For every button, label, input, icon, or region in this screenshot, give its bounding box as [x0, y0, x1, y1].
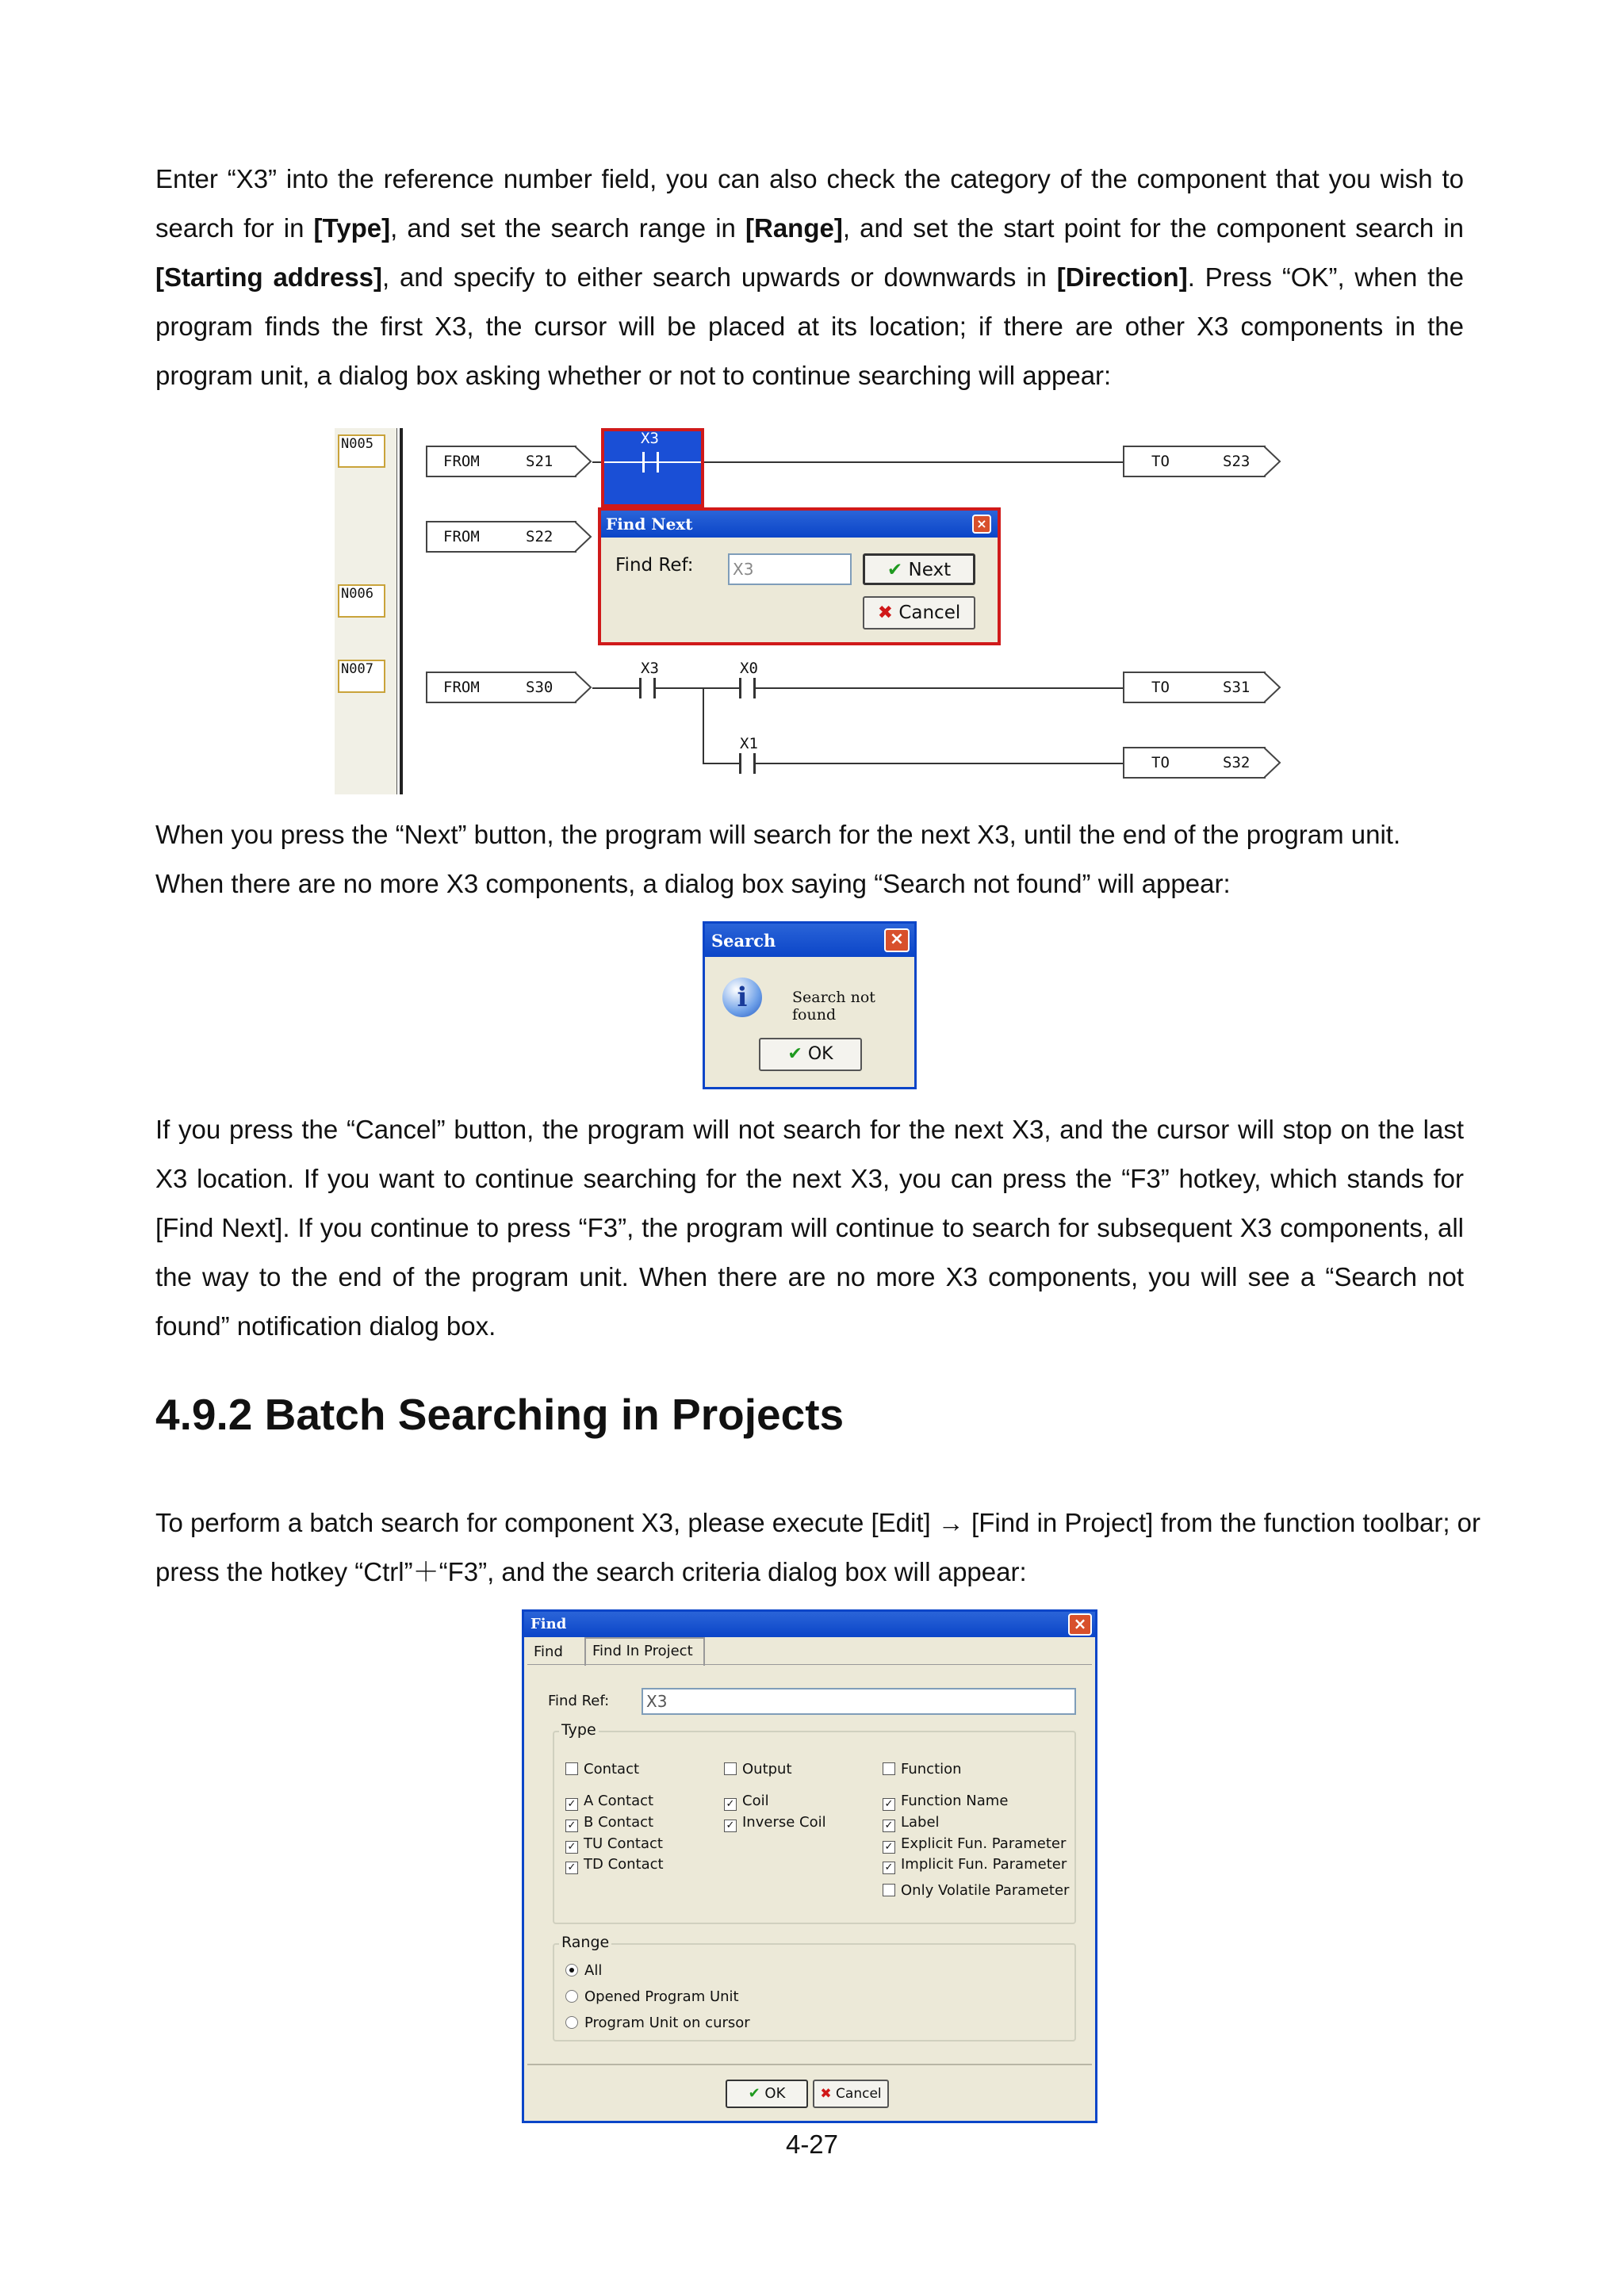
- checkbox-function-name[interactable]: ✓ Function Name: [883, 1793, 1008, 1811]
- close-icon[interactable]: ×: [884, 928, 910, 952]
- x-icon: ✖: [877, 603, 894, 623]
- contact-x1-label: X1: [740, 735, 758, 752]
- batch-paragraph: To perform a batch search for component X3, please execute [Edit] → [Find in Project] from the function toolbar; or press the hotkey “Ctrl”＋“F3”, and the search criteria dialog box will appear:: [155, 1508, 1481, 1586]
- checkmark-icon[interactable]: ✓: [883, 1820, 895, 1832]
- checkbox-output[interactable]: Output: [724, 1761, 792, 1777]
- network-label-n005: N005: [338, 434, 385, 468]
- checkbox-tu-contact[interactable]: ✓ TU Contact: [565, 1835, 663, 1854]
- checkbox-b-contact[interactable]: ✓ B Contact: [565, 1814, 653, 1832]
- ladder-diagram-figure: N005 N006 N007 FROM S21 X3 TO S23 FROM S22 FROM S30 X3 X0 TO S31 X1 TO S32 Find Next × Find Ref: X3 ✔ Next ✖ Cancel: [335, 428, 1286, 794]
- cancel-paragraph: If you press the “Cancel” button, the program will not search for the next X3, and the cursor will stop on the last X3 location. If you want to continue searching for the next X3, you can press the “F3” hotkey, which stands for [Find Next]. If you continue to press “F3”, the program will continue to search for subsequent X3 components, all the way to the end of the program unit. When there are no more X3 components, you will see a “Search not found” notification dialog box.: [155, 1115, 1464, 1341]
- cancel-button[interactable]: ✖ Cancel: [863, 596, 975, 629]
- ok-button[interactable]: ✔ OK: [726, 2080, 808, 2108]
- checkbox[interactable]: [883, 1762, 895, 1775]
- radio-opened-program-unit[interactable]: Opened Program Unit: [565, 1988, 739, 2005]
- x-icon: ✖: [820, 2086, 832, 2102]
- close-icon[interactable]: ×: [972, 515, 991, 534]
- checkbox-explicit-parameter[interactable]: ✓ Explicit Fun. Parameter: [883, 1835, 1066, 1854]
- radio-all[interactable]: All: [565, 1962, 602, 1979]
- checkmark-icon[interactable]: ✓: [565, 1798, 578, 1811]
- type-group-title: Type: [559, 1721, 599, 1739]
- contact-x3-label: X3: [641, 660, 659, 677]
- checkmark-icon[interactable]: ✓: [724, 1798, 737, 1811]
- find-ref-input[interactable]: X3: [642, 1688, 1076, 1715]
- checkbox-coil[interactable]: ✓ Coil: [724, 1793, 769, 1811]
- find-next-titlebar: Find Next ×: [601, 511, 998, 538]
- contact-x0-label: X0: [740, 660, 758, 677]
- checkmark-icon[interactable]: ✓: [883, 1841, 895, 1854]
- check-icon: ✔: [787, 1044, 802, 1064]
- find-titlebar: Find ×: [524, 1612, 1095, 1637]
- find-ref-label: Find Ref:: [548, 1693, 610, 1709]
- power-rail: [400, 428, 403, 794]
- checkbox-label[interactable]: ✓ Label: [883, 1814, 940, 1832]
- checkbox-implicit-parameter[interactable]: ✓ Implicit Fun. Parameter: [883, 1856, 1067, 1874]
- checkmark-icon[interactable]: ✓: [565, 1841, 578, 1854]
- page-number: 4-27: [785, 2130, 839, 2159]
- range-group-title: Range: [559, 1934, 611, 1951]
- checkbox[interactable]: [565, 1762, 578, 1775]
- checkbox-a-contact[interactable]: ✓ A Contact: [565, 1793, 653, 1811]
- check-icon: ✔: [748, 2085, 760, 2102]
- checkmark-icon[interactable]: ✓: [565, 1862, 578, 1874]
- search-dialog: [703, 921, 917, 1089]
- network-label-n006: N006: [338, 584, 385, 618]
- checkbox-contact[interactable]: Contact: [565, 1761, 639, 1777]
- tab-find-in-project[interactable]: Find In Project: [584, 1637, 705, 1666]
- checkmark-icon[interactable]: ✓: [565, 1820, 578, 1832]
- intro-paragraph: Enter “X3” into the reference number field, you can also check the category of the component that you wish to search for in [Type], and set the search range in [Range], and set the start point for the component search in [Starting address], and specify to either search upwards or downwards in [Direction]. Press “OK”, when the program finds the first X3, the cursor will be placed at its location; if there are other X3 components in the program unit, a dialog box asking whether or not to continue searching will appear:: [155, 164, 1465, 390]
- next-paragraph: When you press the “Next” button, the program will search for the next X3, until the end of the program unit. When there are no more X3 components, a dialog box saying “Search not found” will appear:: [155, 820, 1401, 898]
- checkmark-icon[interactable]: ✓: [883, 1862, 895, 1874]
- checkbox-function[interactable]: Function: [883, 1761, 962, 1777]
- search-message: Search not found: [792, 989, 875, 1024]
- cancel-button[interactable]: ✖ Cancel: [813, 2080, 889, 2108]
- cursor-highlight: X3: [601, 428, 704, 507]
- check-icon: ✔: [887, 560, 903, 580]
- close-icon[interactable]: ×: [1068, 1613, 1092, 1636]
- find-ref-label: Find Ref:: [615, 555, 694, 576]
- ok-button[interactable]: ✔ OK: [759, 1038, 862, 1071]
- find-ref-input[interactable]: X3: [728, 553, 852, 585]
- radio-button[interactable]: [565, 1990, 578, 2003]
- info-icon: i: [722, 978, 762, 1017]
- checkbox-inverse-coil[interactable]: ✓ Inverse Coil: [724, 1814, 826, 1832]
- checkmark-icon[interactable]: ✓: [883, 1798, 895, 1811]
- next-button[interactable]: ✔ Next: [863, 553, 975, 585]
- checkmark-icon[interactable]: ✓: [724, 1820, 737, 1832]
- checkbox-only-volatile[interactable]: Only Volatile Parameter: [883, 1882, 1069, 1899]
- network-label-n007: N007: [338, 660, 385, 693]
- section-heading: 4.9.2 Batch Searching in Projects: [155, 1390, 845, 1439]
- checkbox-td-contact[interactable]: ✓ TD Contact: [565, 1856, 664, 1874]
- radio-button[interactable]: [565, 1964, 578, 1976]
- search-titlebar: Search ×: [705, 924, 914, 957]
- checkbox[interactable]: [883, 1884, 895, 1896]
- radio-button[interactable]: [565, 2016, 578, 2029]
- find-next-dialog: [598, 507, 1001, 645]
- radio-program-unit-on-cursor[interactable]: Program Unit on cursor: [565, 2015, 750, 2031]
- find-dialog: [522, 1609, 1097, 2123]
- tab-find[interactable]: Find: [534, 1644, 563, 1660]
- checkbox[interactable]: [724, 1762, 737, 1775]
